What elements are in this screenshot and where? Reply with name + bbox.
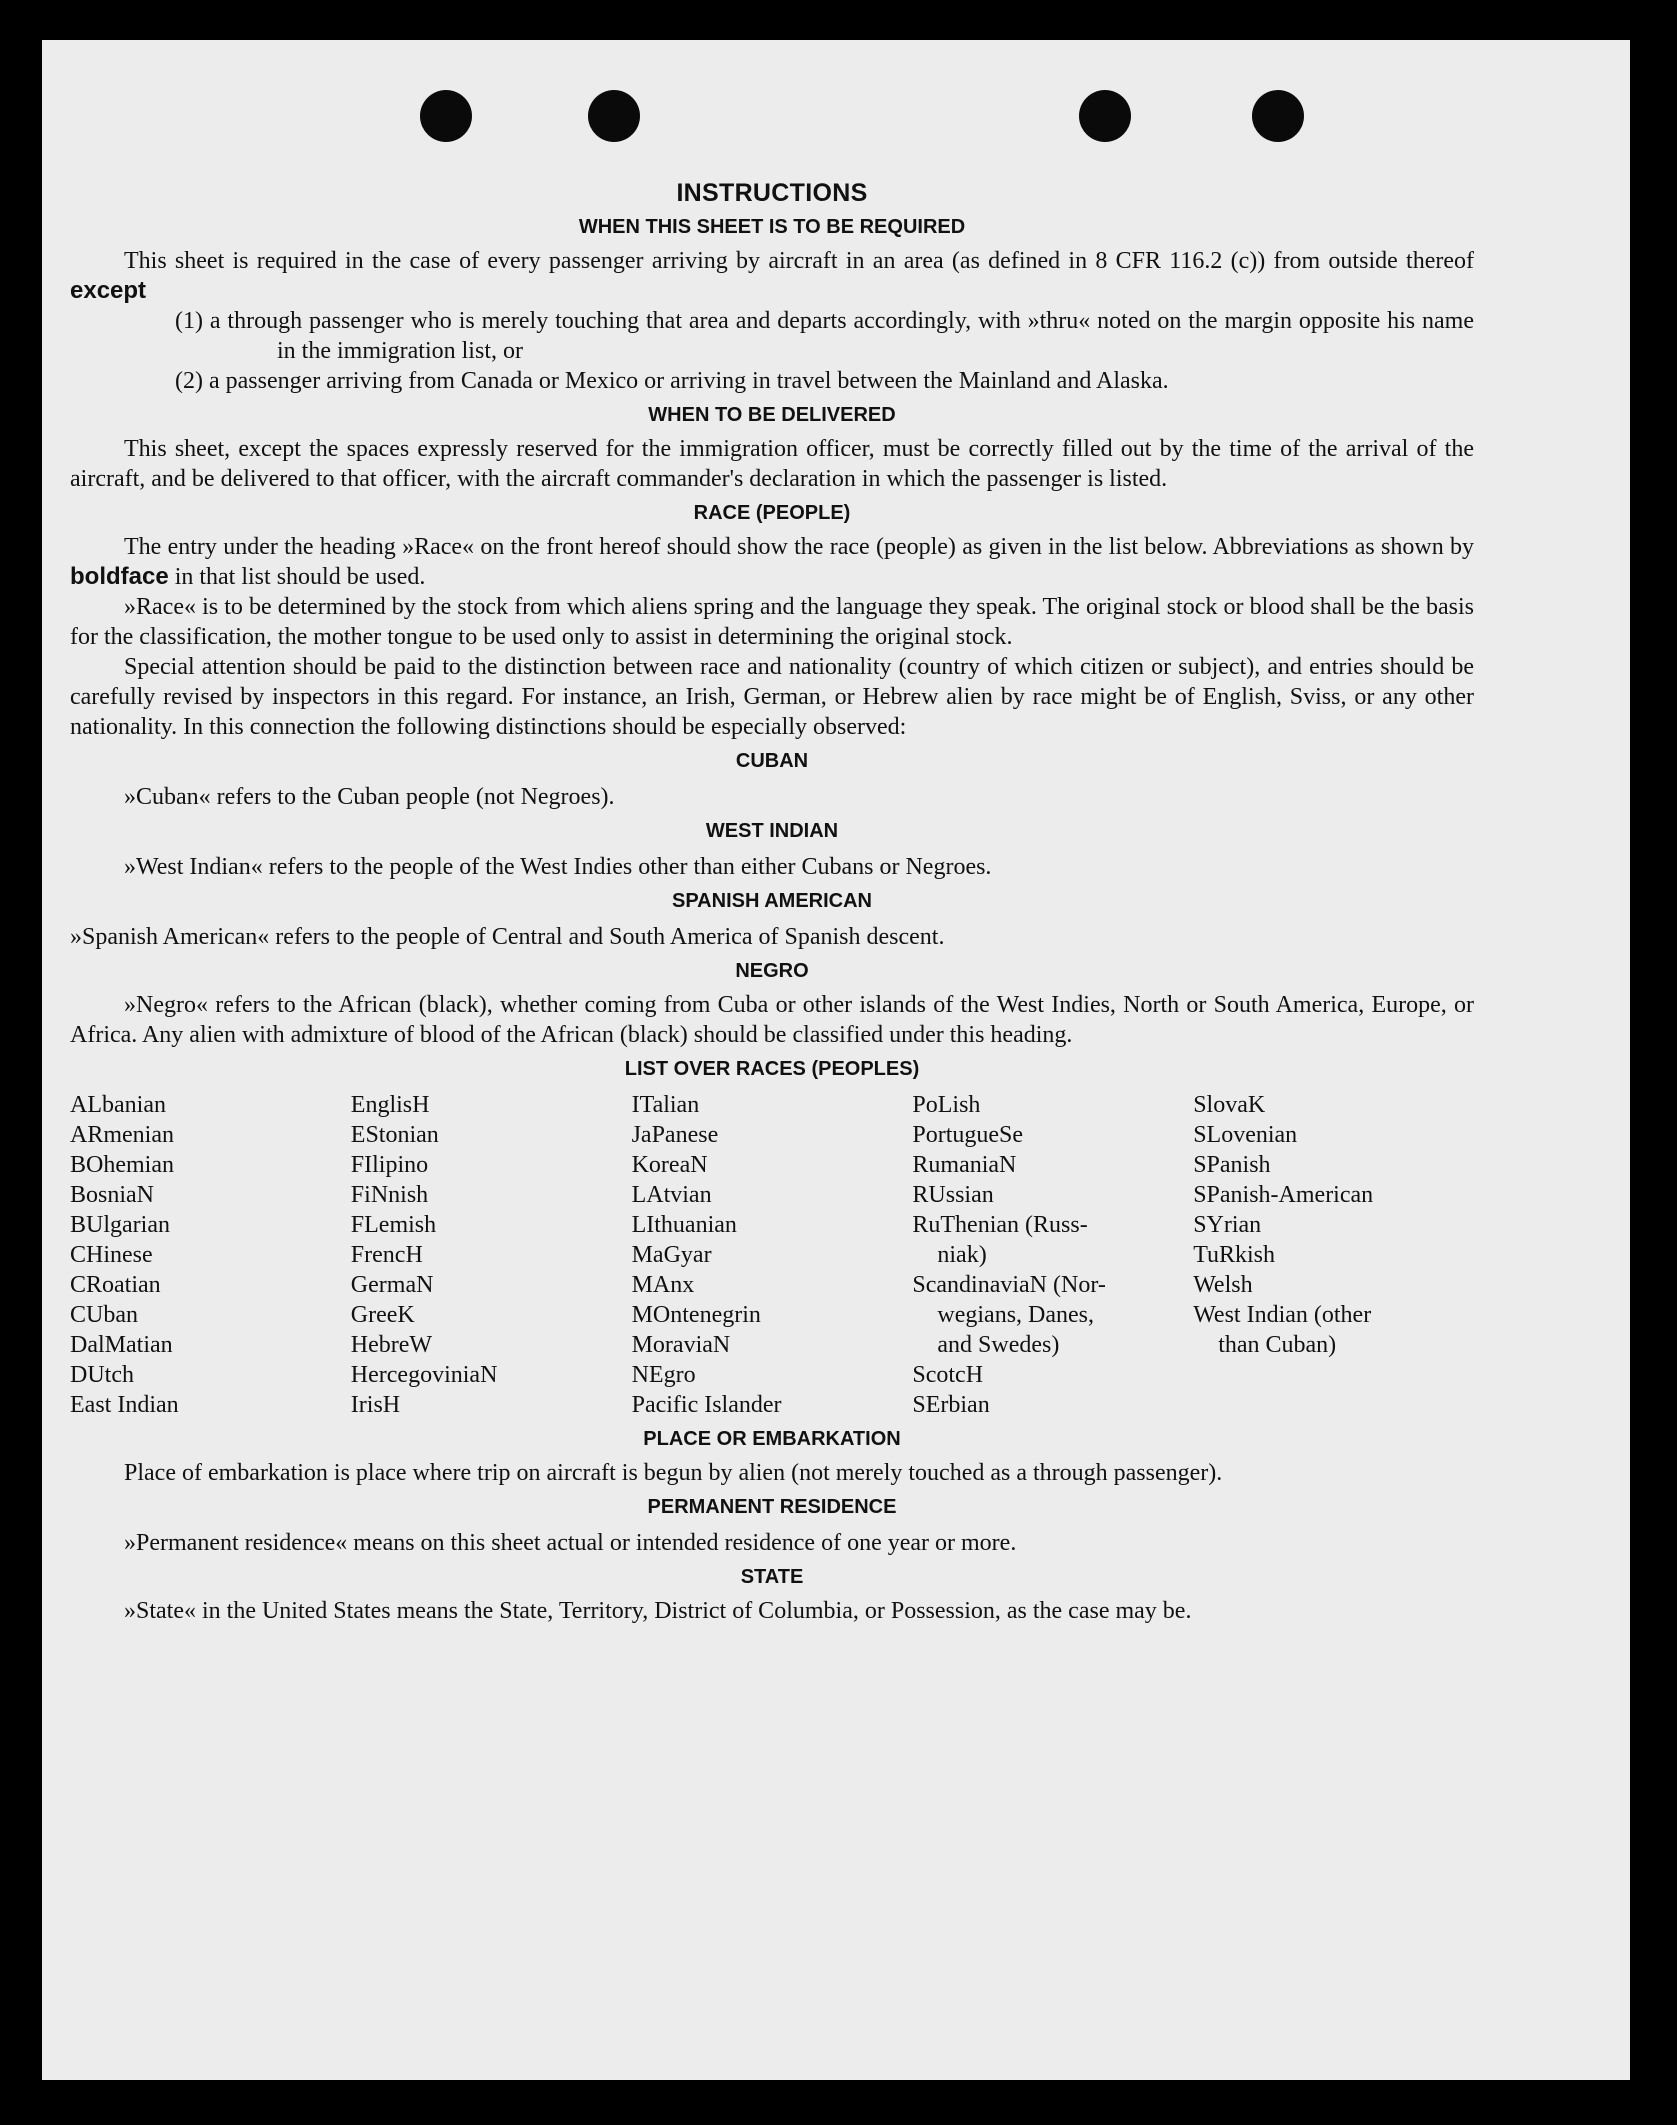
race-entry: LAtvian [631,1182,712,1208]
race-entry: KoreaN [631,1152,708,1178]
cuban-text: »Cuban« refers to the Cuban people (not Negroes). [124,784,615,810]
race-entry: FrencH [350,1242,423,1268]
race-entry: EnglisH [350,1092,430,1118]
required-item-2: (2) a passenger arriving from Canada or Mexico or arriving in travel between the Mainland and Alaska. [175,368,1169,394]
race-entry: FiNnish [350,1182,429,1208]
race-entry: NEgro [631,1362,696,1388]
section-heading-cuban: CUBAN [735,750,809,772]
race-entry: SPanish-American [1193,1182,1374,1208]
page-title: INSTRUCTIONS [676,179,868,207]
punch-hole [420,90,472,142]
race-entry: CRoatian [70,1272,161,1298]
race-entry: BUlgarian [70,1212,170,1238]
instructions-body [70,178,1474,1626]
race-entry-continuation: than Cuban) [1218,1332,1337,1358]
race-list-column-3 [632,1090,913,1420]
spanish-american-text: »Spanish American« refers to the people of Central and South America of Spanish descent. [70,924,945,950]
delivered-text: This sheet, except the spaces expressly reserved for the immigration officer, must be correctly filled out by the time of the arrival of the aircraft, and be delivered to that officer, with the aircraft commander's declaration in which the passenger is listed. [70,436,1474,492]
punch-hole [588,90,640,142]
punch-hole [1252,90,1304,142]
race-entry: CHinese [70,1242,153,1268]
race-entry: LIthuanian [631,1212,737,1238]
race-entry: SLovenian [1193,1122,1298,1148]
section-heading-state: STATE [740,1566,804,1588]
race-entry: East Indian [70,1392,179,1418]
race-entry: MoraviaN [631,1332,731,1358]
race-entry: West Indian (other [1193,1302,1372,1328]
negro-text: »Negro« refers to the African (black), whether coming from Cuba or other islands of the West Indies, North or South America, Europe, or Africa. Any alien with admixture of blood of the African (black) should be classified under this heading. [70,992,1474,1048]
race-entry: FIlipino [350,1152,429,1178]
race-entry: SPanish [1193,1152,1271,1178]
race-paragraph-3: Special attention should be paid to the distinction between race and nationality (country of which citizen or subject), and entries should be carefully revised by inspectors in this regard. For instance, an Irish, German, or Hebrew alien by race might be of English, Sviss, or any other nationality. In this connection the following distinctions should be especially observed: [70,654,1474,740]
race-entry: RuThenian (Russ- [912,1212,1088,1238]
race-entry: MaGyar [631,1242,712,1268]
race-entry: HercegoviniaN [350,1362,498,1388]
document-sheet [42,40,1630,2080]
race-list-column-2 [351,1090,632,1420]
required-intro: This sheet is required in the case of every passenger arriving by aircraft in an area (as defined in 8 CFR 116.2 (c)) from outside thereof except [70,248,1474,304]
race-entry: ALbanian [70,1092,166,1118]
state-text: »State« in the United States means the State, Territory, District of Columbia, or Possession, as the case may be. [124,1598,1192,1624]
embarkation-text: Place of embarkation is place where trip on aircraft is begun by alien (not merely touched as a through passenger). [124,1460,1223,1486]
race-entry: SlovaK [1193,1092,1266,1118]
race-entry: IrisH [350,1392,401,1418]
race-entry: ARmenian [70,1122,174,1148]
race-entry: MAnx [631,1272,695,1298]
race-entry: TuRkish [1193,1242,1276,1268]
section-heading-west-indian: WEST INDIAN [705,820,839,842]
section-heading-race: RACE (PEOPLE) [693,502,851,524]
race-entry: GermaN [350,1272,434,1298]
section-heading-delivered: WHEN TO BE DELIVERED [648,404,896,426]
race-list [70,1090,1474,1420]
race-entry: DUtch [70,1362,134,1388]
west-indian-text: »West Indian« refers to the people of the West Indies other than either Cubans or Negroes. [124,854,992,880]
residence-text: »Permanent residence« means on this sheet actual or intended residence of one year or more. [124,1530,1017,1556]
race-entry: MOntenegrin [631,1302,761,1328]
race-list-column-4 [912,1090,1193,1420]
race-entry-continuation: and Swedes) [937,1332,1060,1358]
race-entry: CUban [70,1302,138,1328]
race-paragraph-1: The entry under the heading »Race« on the front hereof should show the race (people) as given in the list below. Abbreviations as shown by boldface in that list should be used. [70,534,1474,590]
race-entry: GreeK [350,1302,415,1328]
race-entry: RumaniaN [912,1152,1017,1178]
race-entry: HebreW [350,1332,433,1358]
race-entry: DalMatian [70,1332,173,1358]
punch-hole [1079,90,1131,142]
race-entry-continuation: wegians, Danes, [937,1302,1095,1328]
race-entry: JaPanese [631,1122,719,1148]
section-heading-spanish-american: SPANISH AMERICAN [671,890,872,912]
race-entry: RUssian [912,1182,994,1208]
race-entry-continuation: niak) [937,1242,987,1268]
race-entry: PoLish [912,1092,981,1118]
race-entry: FLemish [350,1212,437,1238]
section-heading-negro: NEGRO [735,960,809,982]
race-entry: EStonian [350,1122,439,1148]
race-entry: SErbian [912,1392,990,1418]
section-heading-residence: PERMANENT RESIDENCE [647,1496,897,1518]
race-entry: Pacific Islander [631,1392,782,1418]
section-heading-race-list: LIST OVER RACES (PEOPLES) [624,1058,920,1080]
race-entry: ScandinaviaN (Nor- [912,1272,1106,1298]
race-entry: SYrian [1193,1212,1262,1238]
race-entry: BosniaN [70,1182,154,1208]
race-entry: PortugueSe [912,1122,1024,1148]
race-entry: BOhemian [70,1152,174,1178]
required-item-1: (1) a through passenger who is merely touching that area and departs accordingly, with »thru« noted on the margin opposite his name in the immigration list, or [175,308,1474,364]
section-heading-required: WHEN THIS SHEET IS TO BE REQUIRED [578,216,966,238]
race-entry: ScotcH [912,1362,984,1388]
race-entry: ITalian [631,1092,700,1118]
race-list-column-1 [70,1090,351,1420]
race-paragraph-2: »Race« is to be determined by the stock from which aliens spring and the language they speak. The original stock or blood shall be the basis for the classification, the mother tongue to be used only to assist in determining the original stock. [70,594,1474,650]
race-boldface: boldface [70,563,169,590]
required-except: except [70,277,147,304]
race-entry: Welsh [1193,1272,1253,1298]
section-heading-embarkation: PLACE OR EMBARKATION [643,1428,901,1450]
race-list-column-5 [1193,1090,1474,1420]
